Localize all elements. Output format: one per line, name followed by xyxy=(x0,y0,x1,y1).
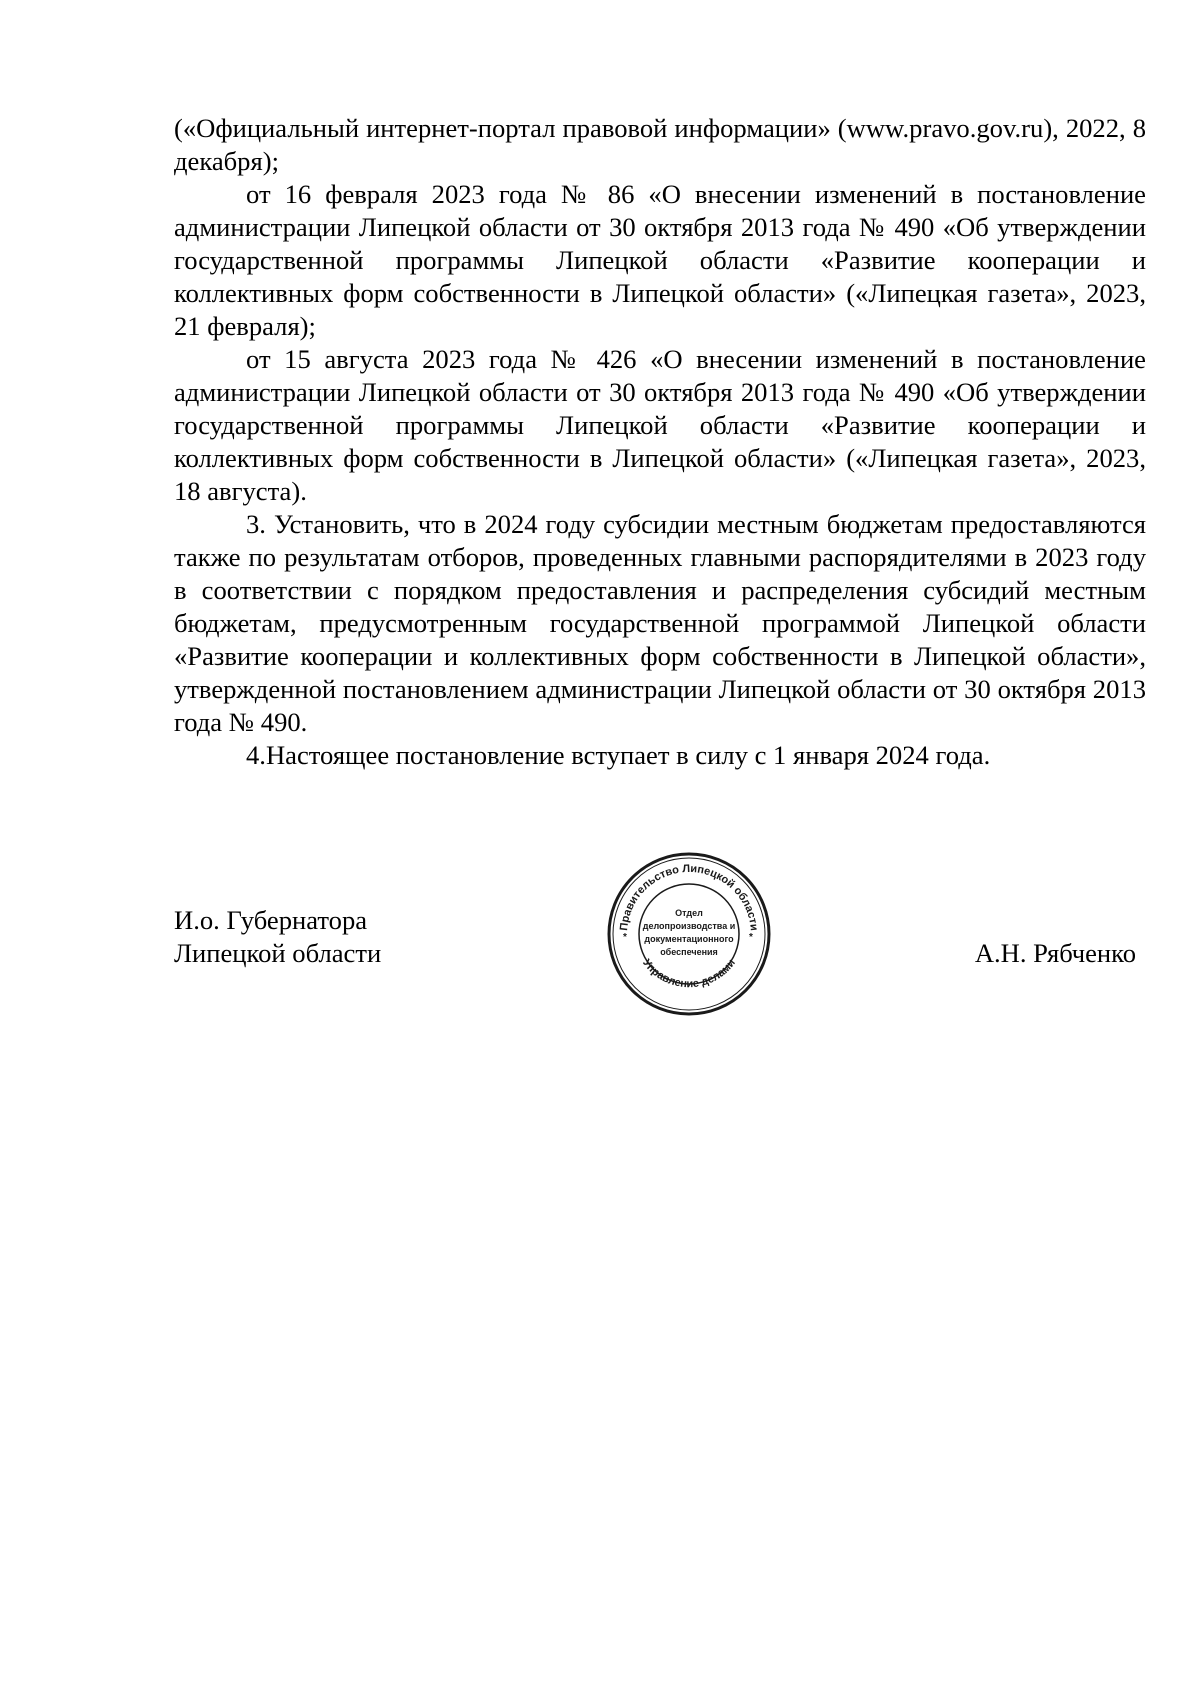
signatory-position-line-1: И.о. Губернатора xyxy=(174,905,368,935)
signatory-position xyxy=(174,904,381,970)
stamp-outer-text-bottom: Управление делами xyxy=(640,957,738,991)
signatory-position-line-2: Липецкой области xyxy=(174,938,382,968)
paragraph-decree-86: от 16 февраля 2023 года № 86 «О внесении изменений в постановление администрации Липецкой области от 30 октября 2013 года № 490 «Об утверждении государственной программы Липецкой области «Развитие кооперации и коллективных форм собственности в Липецкой области» («Липецкая газета», 2023, 21 февраля); xyxy=(174,179,1146,341)
paragraph-item-3: 3. Установить, что в 2024 году субсидии местным бюджетам предоставляются также по результатам отборов, проведенных главными распорядителями в 2023 году в соответствии с порядком предоставления и распределения субсидий местным бюджетам, предусмотренным государственной программой Липецкой области «Развитие кооперации и коллективных форм собственности в Липецкой области», утвержденной постановлением администрации Липецкой области от 30 октября 2013 года № 490. xyxy=(174,509,1146,737)
signatory-name: А.Н. Рябченко xyxy=(974,938,1136,968)
stamp-center-line-1: Отдел xyxy=(675,908,703,918)
stamp-outer-text-top: Правительство Липецкой области xyxy=(618,862,760,932)
document-body xyxy=(174,112,1146,772)
stamp-center-line-4: обеспечения xyxy=(660,947,718,957)
paragraph-decree-426: от 15 августа 2023 года № 426 «О внесении изменений в постановление администрации Липецкой области от 30 октября 2013 года № 490 «Об утверждении государственной программы Липецкой области «Развитие кооперации и коллективных форм собственности в Липецкой области» («Липецкая газета», 2023, 18 августа). xyxy=(174,344,1146,506)
stamp-star-right-icon: * xyxy=(749,932,753,943)
paragraph-item-4: 4.Настоящее постановление вступает в силу с 1 января 2024 года. xyxy=(246,740,991,770)
stamp-center-line-2: делопроизводства и xyxy=(642,921,736,931)
stamp-star-left-icon: * xyxy=(623,932,627,943)
paragraph-publication-ref: («Официальный интернет-портал правовой информации» (www.pravo.gov.ru), 2022, 8 декабря); xyxy=(174,113,1146,176)
official-stamp xyxy=(605,850,773,1018)
stamp-center-line-3: документационного xyxy=(644,934,734,944)
